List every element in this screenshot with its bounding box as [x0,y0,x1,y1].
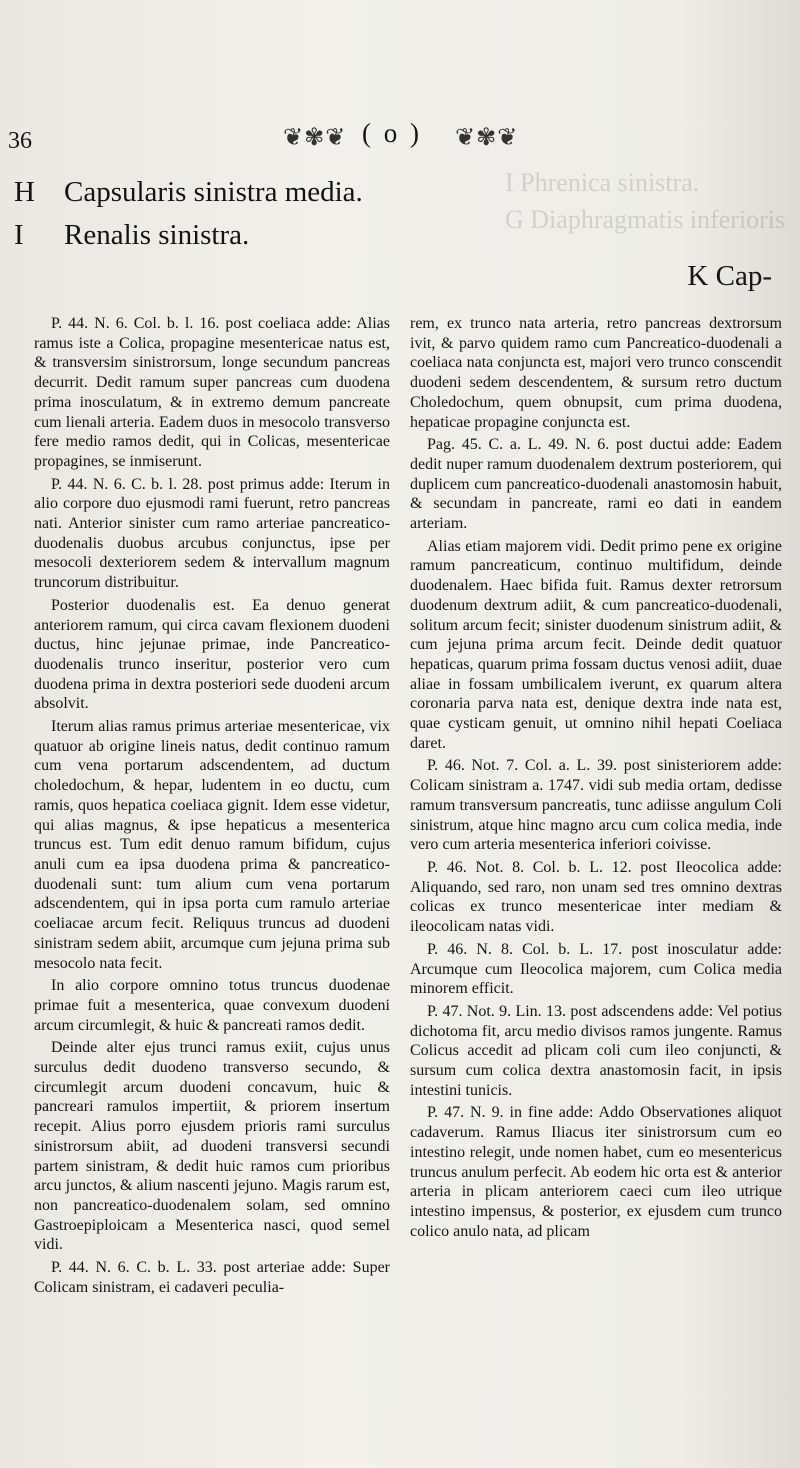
paragraph: Posterior duodenalis est. Ea denuo generat anteriorem ramum, qui circa cavam flexionem duodeni ductus, hinc jejunae primae, inde Pancreatico-duodenalis trunco inseritur, posterior vero cum duodena prima in dextra posteriori sede duodeni arcum absolvit. [34,596,390,713]
paragraph: P. 47. N. 9. in fine adde: Addo Observationes aliquot cadaverum. Ramus Iliacus iter sinistrorsum cum eo intestino relegit, unde nomen habet, cum eo mesentericus truncus anulum perfecit. Ab eodem hic orta est & anterior arteria in plicam anteriorem caeci cum ileo utrique intestino impensus, & posterior, ex ejusdem cum trunco colico anulo nata, ad plicam [410,1104,782,1240]
paragraph: P. 47. Not. 9. Lin. 13. post adscendens adde: Vel potius dichotoma fit, arcu medio divisos ramos jungente. Ramus Colicus accedit ad plicam coli cum ileo conjuncti, & sursum cum colica dextra anastomosin facit, in ipsis intestini tunicis. [410,1002,782,1099]
paragraph: P. 46. N. 8. Col. b. L. 17. post inosculatur adde: Arcumque cum Ileocolica majorem, cum Colica media minorem efficit. [410,940,782,998]
bleed-through-line-1: I Phrenica sinistra. [505,168,700,197]
legend-label: Capsularis sinistra media. [64,176,363,208]
running-head: ( o ) [362,118,422,148]
paragraph: In alio corpore omnino totus truncus duodenae primae fuit a mesenterica, quae convexum duodeni arcum circumlegit, & huic & pancreati ramos dedit. [34,977,390,1034]
ornament-right-icon: ❦✾❦ [455,125,519,151]
paragraph: Alias etiam majorem vidi. Dedit primo pene ex origine ramum pancreaticum, continuo multifidum, deinde duodenalem. Haec bifida fuit. Ramus dexter retrorsum duodenum dextrum adiit, & cum pancreatico-duodenali, solitum arcum fecit; sinister duodenum sinistrum adiit, & cum jejuna prima arcum fecit. Deinde dedit quatuor hepaticas, quarum prima fossam ductus venosi adiit, duae aliae in fossam umbilicalem iverunt, ex quarum altera coronaria parva nata est, denique dextra inde nata est, quae cysticam genuit, ut omnino nihil hepati Coeliaca daret. [410,537,782,752]
paragraph: Deinde alter ejus trunci ramus exiit, cujus unus surculus dedit duodeno transverso secundo, & circumlegit arcum duodeni concavum, huic & pancreari ramulos impertiit, & priorem insertum recepit. Alius porro ejusdem prioris rami surculus sinistrorsum abiit, ad duodeni transversi secundi partem sinistram, & dedit huic ramos cum prioribus arcu junctos, & alium nascenti jejuno. Magis rarum est, non pancreatico-duodenalem solam, sed omnino Gastroepiploicam a Mesenterica nasci, quod semel vidi. [34,1039,390,1254]
paragraph: P. 44. N. 6. Col. b. l. 16. post coeliaca adde: Alias ramus iste a Colica, propagine mesentericae natus est, & transversim sinistrorsum, longe secundum pancreas decurrit. Dedit ramum super pancreas cum duodena prima inosculatum, & in extremo demum pancreate cum lienali arteria. Eadem duos in mesocolo transverso fere medio ramos dedit, qui in Colicas, mesentericae propagines, se inmiserunt. [34,315,390,470]
legend-letter: H [14,176,35,208]
legend-letter: I [14,219,24,251]
catchword: K Cap- [687,260,772,292]
paragraph: rem, ex trunco nata arteria, retro pancreas dextrorsum ivit, & parvo quidem ramo cum Pancreatico-duodenali a coeliaca nata conjuncta est, majori vero trunco conscendit duodeni sedem descendentem, & sursum retro ductum Choledochum, quem obnupsit, cum prima duodena, hepaticae propagine conjuncta est. [410,315,782,431]
paragraph: Pag. 45. C. a. L. 49. N. 6. post ductui adde: Eadem dedit nuper ramum duodenalem dextrum posteriorem, qui duplicem cum pancreatico-duodenali anastomosin habuit, & secundam in pancreate, rami eo dati in eandem arteriam. [410,436,782,533]
right-column [410,314,782,1244]
left-column [34,314,390,1300]
ornament-left-icon: ❦✾❦ [283,125,347,151]
page-number: 36 [8,128,32,154]
legend-row-h [14,176,363,209]
bleed-through-line-2: G Diaphragmatis inferioris [505,205,786,234]
paragraph: P. 46. Not. 8. Col. b. L. 12. post Ileocolica adde: Aliquando, sed raro, non unam sed tres omnino dextras colicas ex trunco mesentericae inter mediam & ileocolicam natas vidi. [410,858,782,936]
paragraph: Iterum alias ramus primus arteriae mesentericae, vix quatuor ab origine lineis natus, dedit continuo ramum cum vena portarum adscendentem, ad ductum choledochum, & hepar, ludentem in eo ductu, cum ramis, quos hepatica coeliaca gignit. Idem esse videtur, qui alias magnus, & ipse hepaticus a mesenterica truncus est. Tum edit denuo ramum bifidum, cujus anuli cum ea ipsa duodena prima & pancreatico-duodenali sunt: tum alium cum vena portarum adscendentem, qui in ipsa porta cum ramulo arteriae coeliacae arcum fecit. Reliquus truncus ad duodeni sinistram sedem abiit, arcumque cum jejuna prima sub mesocolo nata fecit. [34,718,390,972]
paragraph: P. 46. Not. 7. Col. a. L. 39. post sinisteriorem adde: Colicam sinistram a. 1747. vidi sub media ortam, dedisse ramum transversum pancreatis, tunc adiisse angulum Coli sinistrum, atque hinc magno arcu cum colica media, inde vero cum arteria mesenterica inferiori coivisse. [410,757,782,854]
paragraph: P. 44. N. 6. C. b. l. 28. post primus adde: Iterum in alio corpore duo ejusmodi rami fuerunt, retro pancreas nati. Anterior sinister cum ramo arteriae pancreatico-duodenalis duobus arcubus conjunctus, ipse per mesocoli dexteriorem sedem & intervallum magnum truncorum distribuitur. [34,475,390,592]
paragraph: P. 44. N. 6. C. b. L. 33. post arteriae adde: Super Colicam sinistram, ei cadaveri peculia- [34,1259,390,1296]
legend-row-i [14,219,249,252]
legend-label: Renalis sinistra. [64,219,250,251]
